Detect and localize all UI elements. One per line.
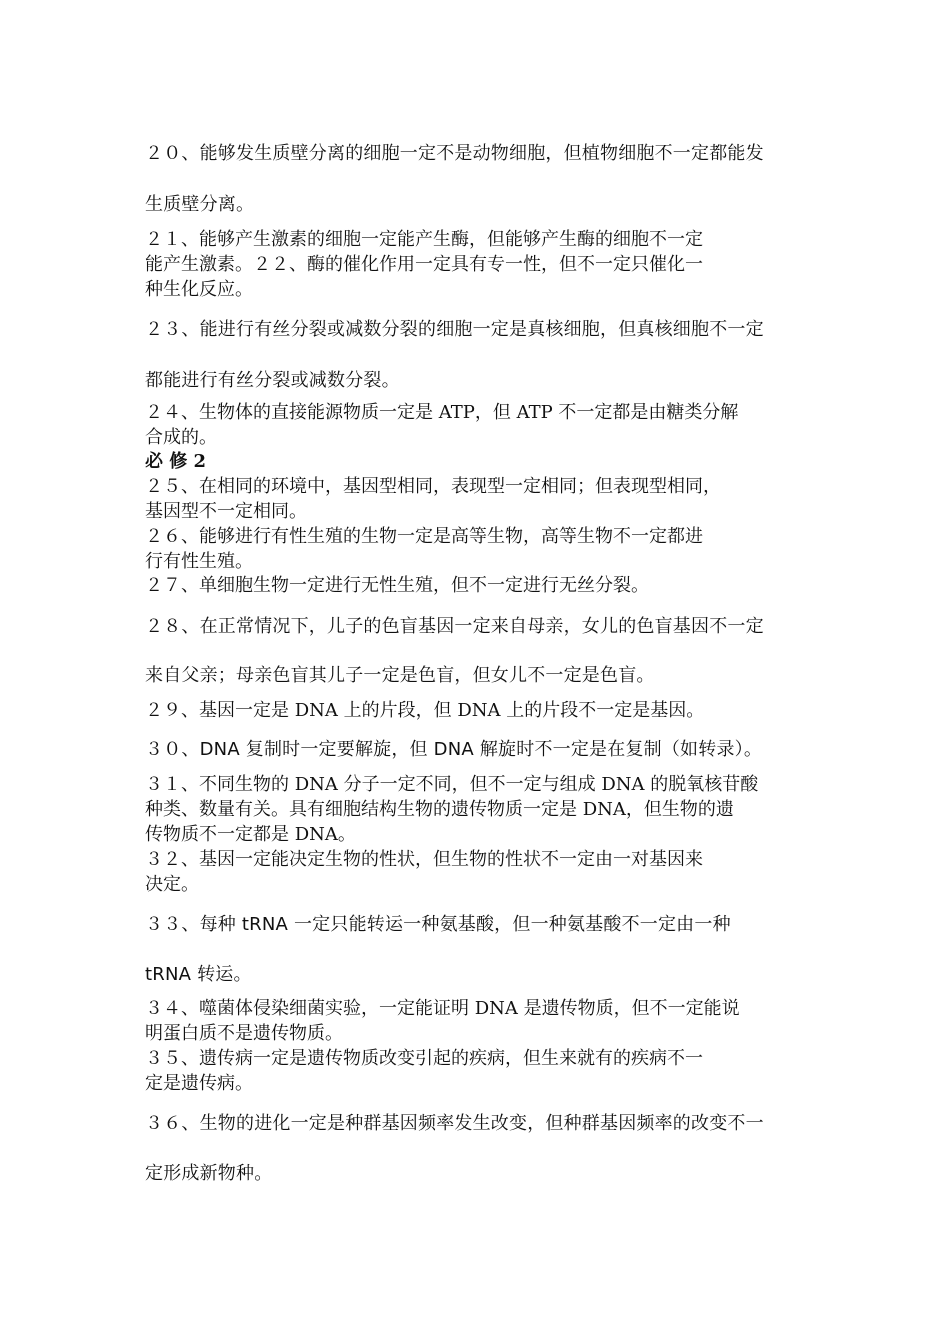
item-21-line-1: ２１、能够产生激素的细胞一定能产生酶，但能够产生酶的细胞不一定 bbox=[145, 229, 703, 250]
item-35-line-2: 定是遗传病。 bbox=[145, 1073, 253, 1094]
item-32-line-2: 决定。 bbox=[145, 874, 199, 895]
item-27-line: ２７、单细胞生物一定进行无性生殖，但不一定进行无丝分裂。 bbox=[145, 575, 649, 596]
item-25-line-2: 基因型不一定相同。 bbox=[145, 501, 307, 522]
item-24-line-2: 合成的。 bbox=[145, 427, 217, 448]
item-31-line-3: 传物质不一定都是 DNA。 bbox=[145, 824, 356, 845]
item-20-line-1: ２０、能够发生质壁分离的细胞一定不是动物细胞，但植物细胞不一定都能发 bbox=[145, 143, 764, 164]
item-30-line: ３０、DNA 复制时一定要解旋，但 DNA 解旋时不一定是在复制（如转录）。 bbox=[145, 739, 763, 760]
item-31-line-2: 种类、数量有关。具有细胞结构生物的遗传物质一定是 DNA，但生物的遗 bbox=[145, 799, 734, 820]
item-26-line-1: ２６、能够进行有性生殖的生物一定是高等生物，高等生物不一定都进 bbox=[145, 526, 703, 547]
item-24-line-1: ２４、生物体的直接能源物质一定是 ATP，但 ATP 不一定都是由糖类分解 bbox=[145, 402, 739, 423]
item-34-line-2: 明蛋白质不是遗传物质。 bbox=[145, 1023, 343, 1044]
item-33-line-1: ３３、每种 tRNA 一定只能转运一种氨基酸，但一种氨基酸不一定由一种 bbox=[145, 914, 731, 935]
item-26-line-2: 行有性生殖。 bbox=[145, 551, 253, 572]
item-36-line-1: ３６、生物的进化一定是种群基因频率发生改变，但种群基因频率的改变不一 bbox=[145, 1113, 764, 1134]
item-36-line-2: 定形成新物种。 bbox=[145, 1163, 273, 1184]
item-22-line-2: 种生化反应。 bbox=[145, 279, 253, 300]
item-28-line-1: ２８、在正常情况下，儿子的色盲基因一定来自母亲，女儿的色盲基因不一定 bbox=[145, 616, 764, 637]
item-23-line-1: ２３、能进行有丝分裂或减数分裂的细胞一定是真核细胞，但真核细胞不一定 bbox=[145, 319, 764, 340]
item-21-22-line: 能产生激素。２２、酶的催化作用一定具有专一性，但不一定只催化一 bbox=[145, 254, 703, 275]
item-25-line-1: ２５、在相同的环境中，基因型相同，表现型一定相同；但表现型相同， bbox=[145, 476, 721, 497]
item-33-line-2: tRNA 转运。 bbox=[145, 964, 252, 985]
item-20-line-2: 生质壁分离。 bbox=[145, 194, 255, 215]
item-23-line-2: 都能进行有丝分裂或减数分裂。 bbox=[145, 370, 400, 391]
item-28-line-2: 来自父亲；母亲色盲其儿子一定是色盲，但女儿不一定是色盲。 bbox=[145, 665, 655, 686]
item-32-line-1: ３２、基因一定能决定生物的性状，但生物的性状不一定由一对基因来 bbox=[145, 849, 703, 870]
item-34-line-1: ３４、噬菌体侵染细菌实验，一定能证明 DNA 是遗传物质，但不一定能说 bbox=[145, 998, 740, 1019]
item-31-line-1: ３１、不同生物的 DNA 分子一定不同，但不一定与组成 DNA 的脱氧核苷酸 bbox=[145, 774, 759, 795]
item-29-line: ２９、基因一定是 DNA 上的片段，但 DNA 上的片段不一定是基因。 bbox=[145, 700, 705, 721]
section-heading: 必 修 2 bbox=[145, 451, 207, 472]
item-35-line-1: ３５、遗传病一定是遗传物质改变引起的疾病，但生来就有的疾病不一 bbox=[145, 1048, 703, 1069]
